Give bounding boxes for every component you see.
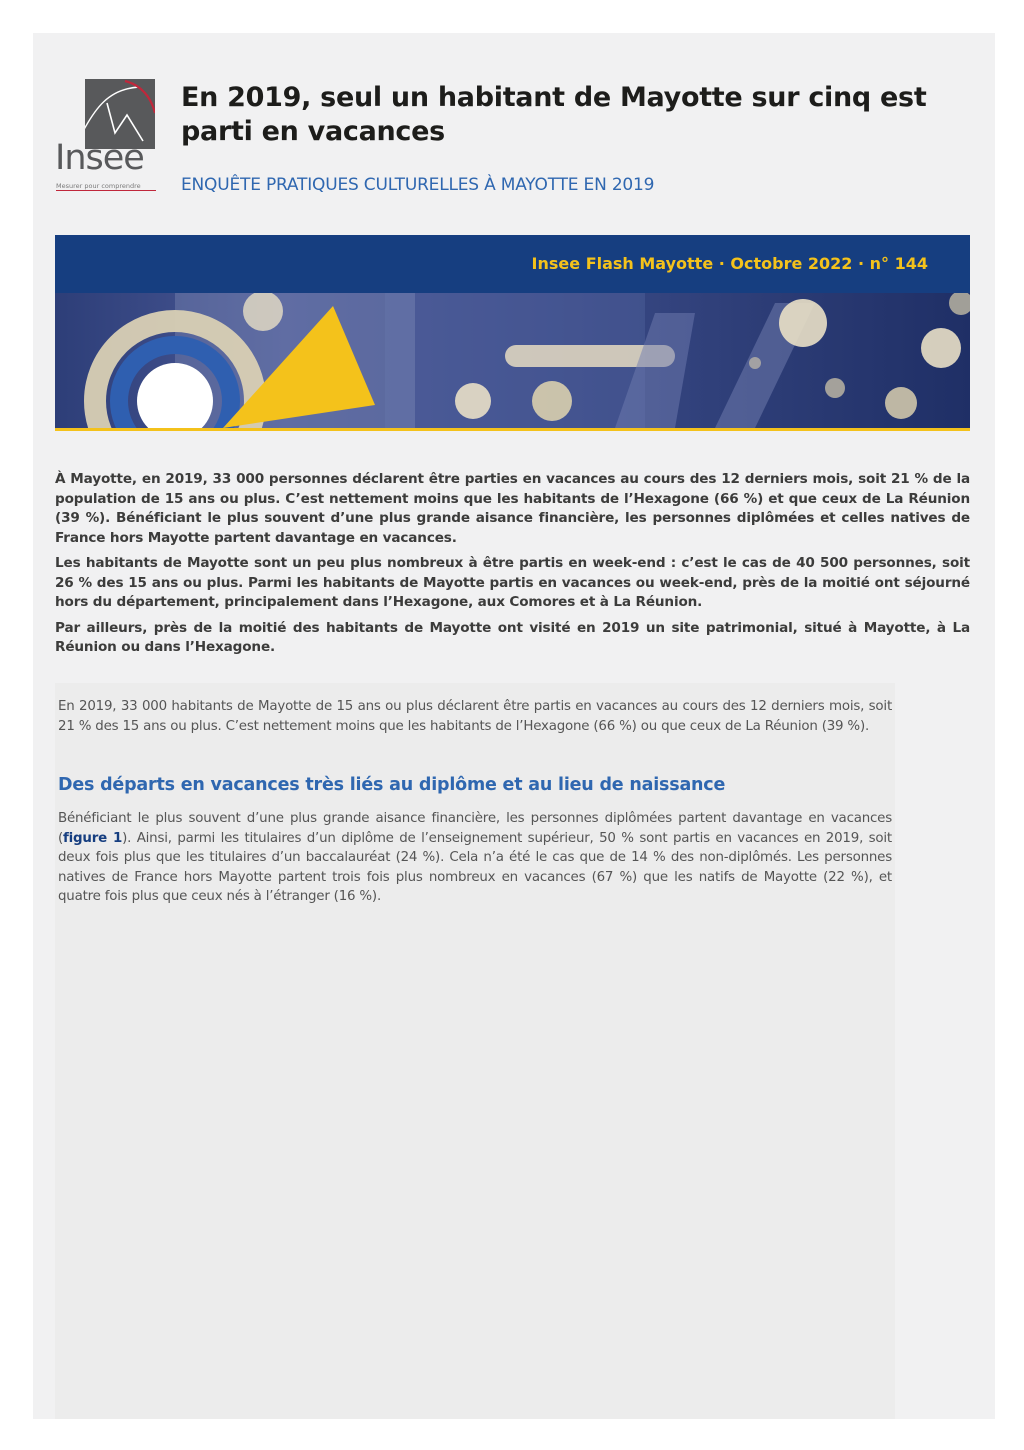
banner-illustration [55,293,970,428]
body-paragraph [58,809,892,907]
lead-summary [55,470,970,664]
insee-logo-word: Insee [55,138,144,178]
page-title: En 2019, seul un habitant de Mayotte sur cinq est parti en vacances [181,82,927,147]
lead-paragraph: Par ailleurs, près de la moitié des habitants de Mayotte ont visité en 2019 un site patrimonial, situé à Mayotte, à La Réunion ou dans l’Hexagone. [55,619,970,655]
insee-logo-tagline: Mesurer pour comprendre [56,183,156,191]
publication-banner [55,235,970,293]
banner-rule [55,428,970,431]
body-text: ). Ainsi, parmi les titulaires d’un diplôme de l’enseignement supérieur, 50 % sont partis en vacances en 2019, soit deux fois plus que les titulaires d’un baccalauréat (24 %). Cela n’a été le cas que de 14 % des non-diplômés. Les personnes natives de France hors Mayotte partent trois fois plus nombreux en vacances (67 %) que les natifs de Mayotte (22 %), et quatre fois plus que ceux nés à l’étranger (16 %). [58,830,892,904]
document-page [33,33,995,1419]
body-text: Bénéficiant le plus souvent d’une plus grande aisance financière, les personnes diplômées partent davantage en vacances ( [58,811,892,846]
lead-paragraph: Les habitants de Mayotte sont un peu plus nombreux à être partis en week-end : c’est le cas de 40 500 personnes, soit 26 % des 15 ans ou plus. Parmi les habitants de Mayotte partis en vacances ou week-end, près de la moitié ont séjourné hors du département, principalement dans l’Hexagone, aux Comores et à La Réunion. [55,555,970,610]
figure-1-link[interactable]: figure 1 [63,830,123,846]
article-body [55,683,895,1419]
lead-paragraph: À Mayotte, en 2019, 33 000 personnes déclarent être parties en vacances au cours des 12 derniers mois, soit 21 % de la population de 15 ans ou plus. C’est nettement moins que les habitants de l’Hexagone (66 %) et que ceux de La Réunion (39 %). Bénéficiant le plus souvent d’une plus grande aisance financière, les personnes diplômées et celles natives de France hors Mayotte partent davantage en vacances. [55,471,970,546]
section-heading: Des départs en vacances très liés au diplôme et au lieu de naissance [58,775,726,795]
publication-label: Insee Flash Mayotte · Octobre 2022 · n° 144 [531,254,928,273]
insee-logo[interactable] [55,79,157,197]
intro-paragraph: En 2019, 33 000 habitants de Mayotte de 15 ans ou plus déclarent être partis en vacances au cours des 12 derniers mois, soit 21 % des 15 ans ou plus. C’est nettement moins que les habitants de l’Hexagone (66 %) ou que ceux de La Réunion (39 %). [58,699,892,734]
survey-subtitle: ENQUÊTE PRATIQUES CULTURELLES À MAYOTTE EN 2019 [181,175,655,195]
